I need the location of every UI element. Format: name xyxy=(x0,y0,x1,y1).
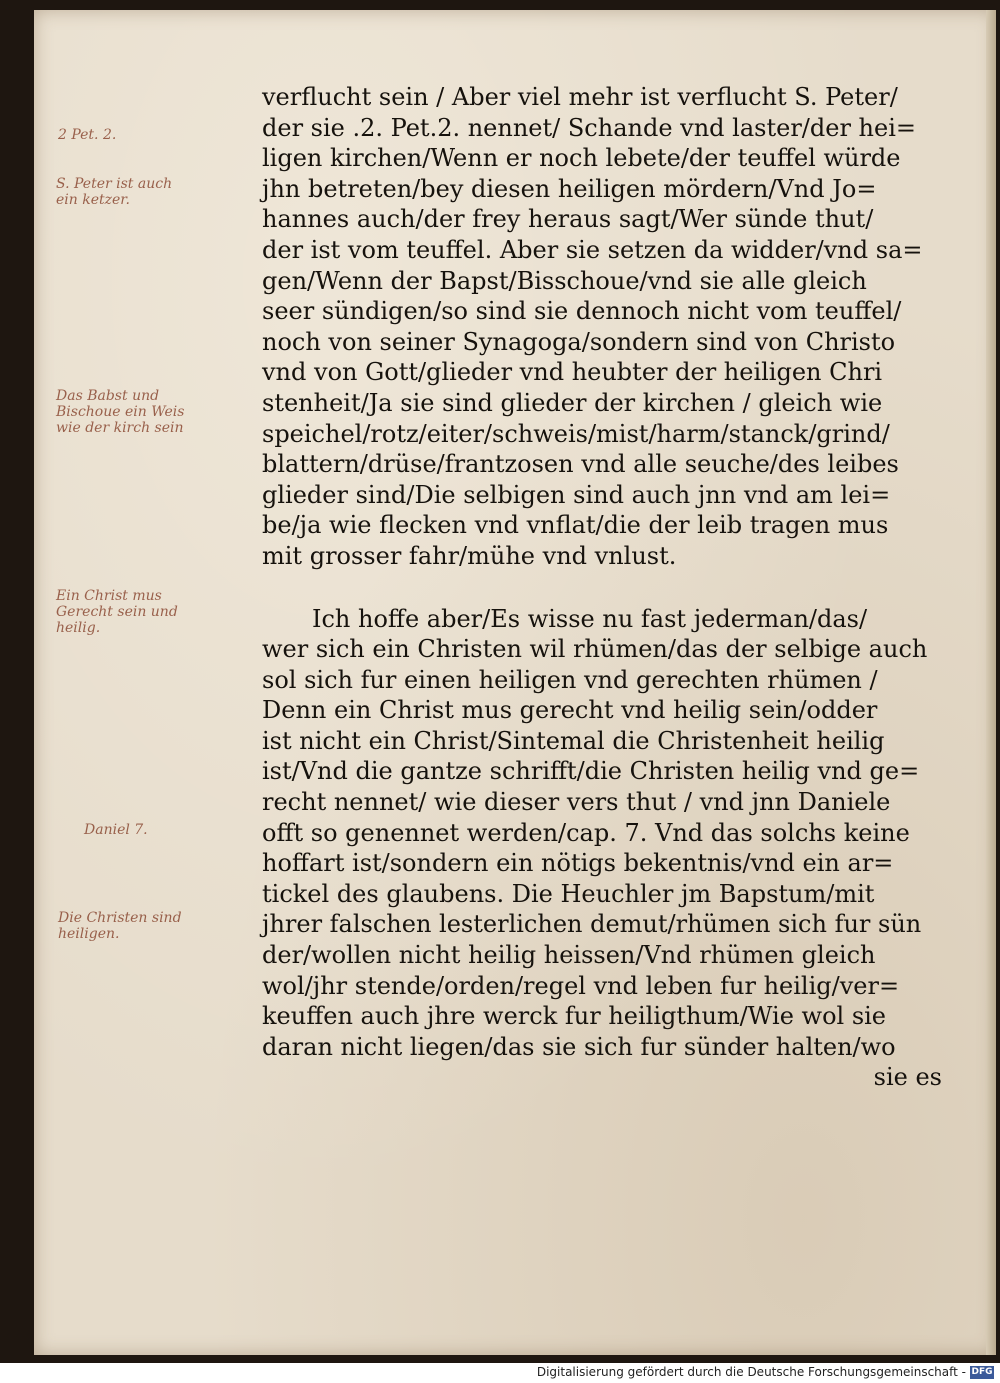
marginal-note xyxy=(56,176,172,208)
marginal-note xyxy=(56,588,178,636)
text-line: gen/Wenn der Bapst/Bisschoue/vnd sie alle gleich xyxy=(262,266,867,295)
catchword: sie es xyxy=(873,1063,942,1092)
funding-credit: Digitalisierung gefördert durch die Deutsche Forschungsgemeinschaft - xyxy=(536,1365,966,1379)
text-line: verflucht sein / Aber viel mehr ist verflucht S. Peter/ xyxy=(262,83,898,111)
text-line: wer sich ein Christen wil rhümen/das der selbige auch xyxy=(262,635,928,664)
text-line: ist nicht ein Christ/Sintemal die Christenheit heilig xyxy=(262,726,885,755)
text-line: jhn betreten/bey diesen heiligen mördern/Vnd Jo= xyxy=(262,174,877,203)
text-line: hannes auch/der frey heraus sagt/Wer sünde thut/ xyxy=(262,205,874,234)
text-line: Ich hoffe aber/Es wisse nu fast jederman/das/ xyxy=(312,604,868,633)
page-fold-shadow xyxy=(986,10,996,1355)
text-line: ist/Vnd die gantze schrifft/die Christen heilig vnd ge= xyxy=(262,757,920,786)
text-line: Denn ein Christ mus gerecht vnd heilig sein/odder xyxy=(262,696,878,725)
paragraph-2 xyxy=(262,604,942,1094)
marginal-note xyxy=(58,127,116,143)
text-line: jhrer falschen lesterlichen demut/rhümen sich fur sün xyxy=(262,910,922,939)
text-line: seer sündigen/so sind sie dennoch nicht vom teuffel/ xyxy=(262,297,902,326)
marginal-note-line: 2 Pet. 2. xyxy=(58,127,117,143)
marginal-note-line: ein ketzer. xyxy=(56,192,130,208)
text-line: glieder sind/Die selbigen sind auch jnn vnd am lei= xyxy=(262,480,891,509)
marginal-note-line: wie der kirch sein xyxy=(56,420,184,436)
text-line: der sie .2. Pet.2. nennet/ Schande vnd laster/der hei= xyxy=(262,113,916,142)
text-line: blattern/drüse/frantzosen vnd alle seuche/des leibes xyxy=(262,450,899,479)
marginal-note-line: heilig. xyxy=(56,620,101,636)
marginal-note xyxy=(58,910,182,942)
paragraph-1 xyxy=(262,82,942,572)
text-line: der ist vom teuffel. Aber sie setzen da widder/vnd sa= xyxy=(262,235,923,264)
text-line: noch von seiner Synagoga/sondern sind von Christo xyxy=(262,327,896,356)
marginal-note xyxy=(56,388,184,436)
paragraph-gap xyxy=(262,572,942,604)
text-line: stenheit/Ja sie sind glieder der kirchen / gleich wie xyxy=(262,388,883,417)
text-line: daran nicht liegen/das sie sich fur sünder halten/wo xyxy=(262,1032,896,1061)
text-line: wol/jhr stende/orden/regel vnd leben fur heilig/ver= xyxy=(262,971,900,1000)
book-page xyxy=(34,10,996,1355)
footer-bar xyxy=(0,1363,1000,1383)
marginal-note-line: S. Peter ist auch xyxy=(56,176,173,192)
text-line: tickel des glaubens. Die Heuchler jm Bapstum/mit xyxy=(262,879,875,908)
text-line: vnd von Gott/glieder vnd heubter der heiligen Chri xyxy=(262,358,883,387)
marginal-note-line: Ein Christ mus xyxy=(56,588,162,604)
text-line: offt so genennet werden/cap. 7. Vnd das solchs keine xyxy=(262,818,910,847)
text-line: sol sich fur einen heiligen vnd gerechten rhümen / xyxy=(262,665,878,694)
text-line: der/wollen nicht heilig heissen/Vnd rhümen gleich xyxy=(262,941,876,970)
marginal-note-line: Das Babst und xyxy=(56,388,160,404)
marginal-note-line: Gerecht sein und xyxy=(56,604,178,620)
marginal-note xyxy=(84,822,148,838)
text-line: ligen kirchen/Wenn er noch lebete/der teuffel würde xyxy=(262,144,901,173)
text-line: hoffart ist/sondern ein nötigs bekentnis/vnd ein ar= xyxy=(262,849,894,878)
text-line: be/ja wie flecken vnd vnflat/die der leib tragen mus xyxy=(262,511,889,540)
marginal-note-line: Bischoue ein Weis xyxy=(56,404,185,420)
body-text xyxy=(262,82,942,1093)
marginal-note-line: Daniel 7. xyxy=(84,822,148,838)
text-line: mit grosser fahr/mühe vnd vnlust. xyxy=(262,541,677,570)
dfg-logo-icon: DFG xyxy=(971,1367,993,1377)
text-line: speichel/rotz/eiter/schweis/mist/harm/stanck/grind/ xyxy=(262,419,890,448)
text-line: recht nennet/ wie dieser vers thut / vnd jnn Daniele xyxy=(262,788,891,817)
marginal-note-line: heiligen. xyxy=(58,926,120,942)
marginal-note-line: Die Christen sind xyxy=(58,910,182,926)
text-line: keuffen auch jhre werck fur heiligthum/Wie wol sie xyxy=(262,1002,887,1031)
